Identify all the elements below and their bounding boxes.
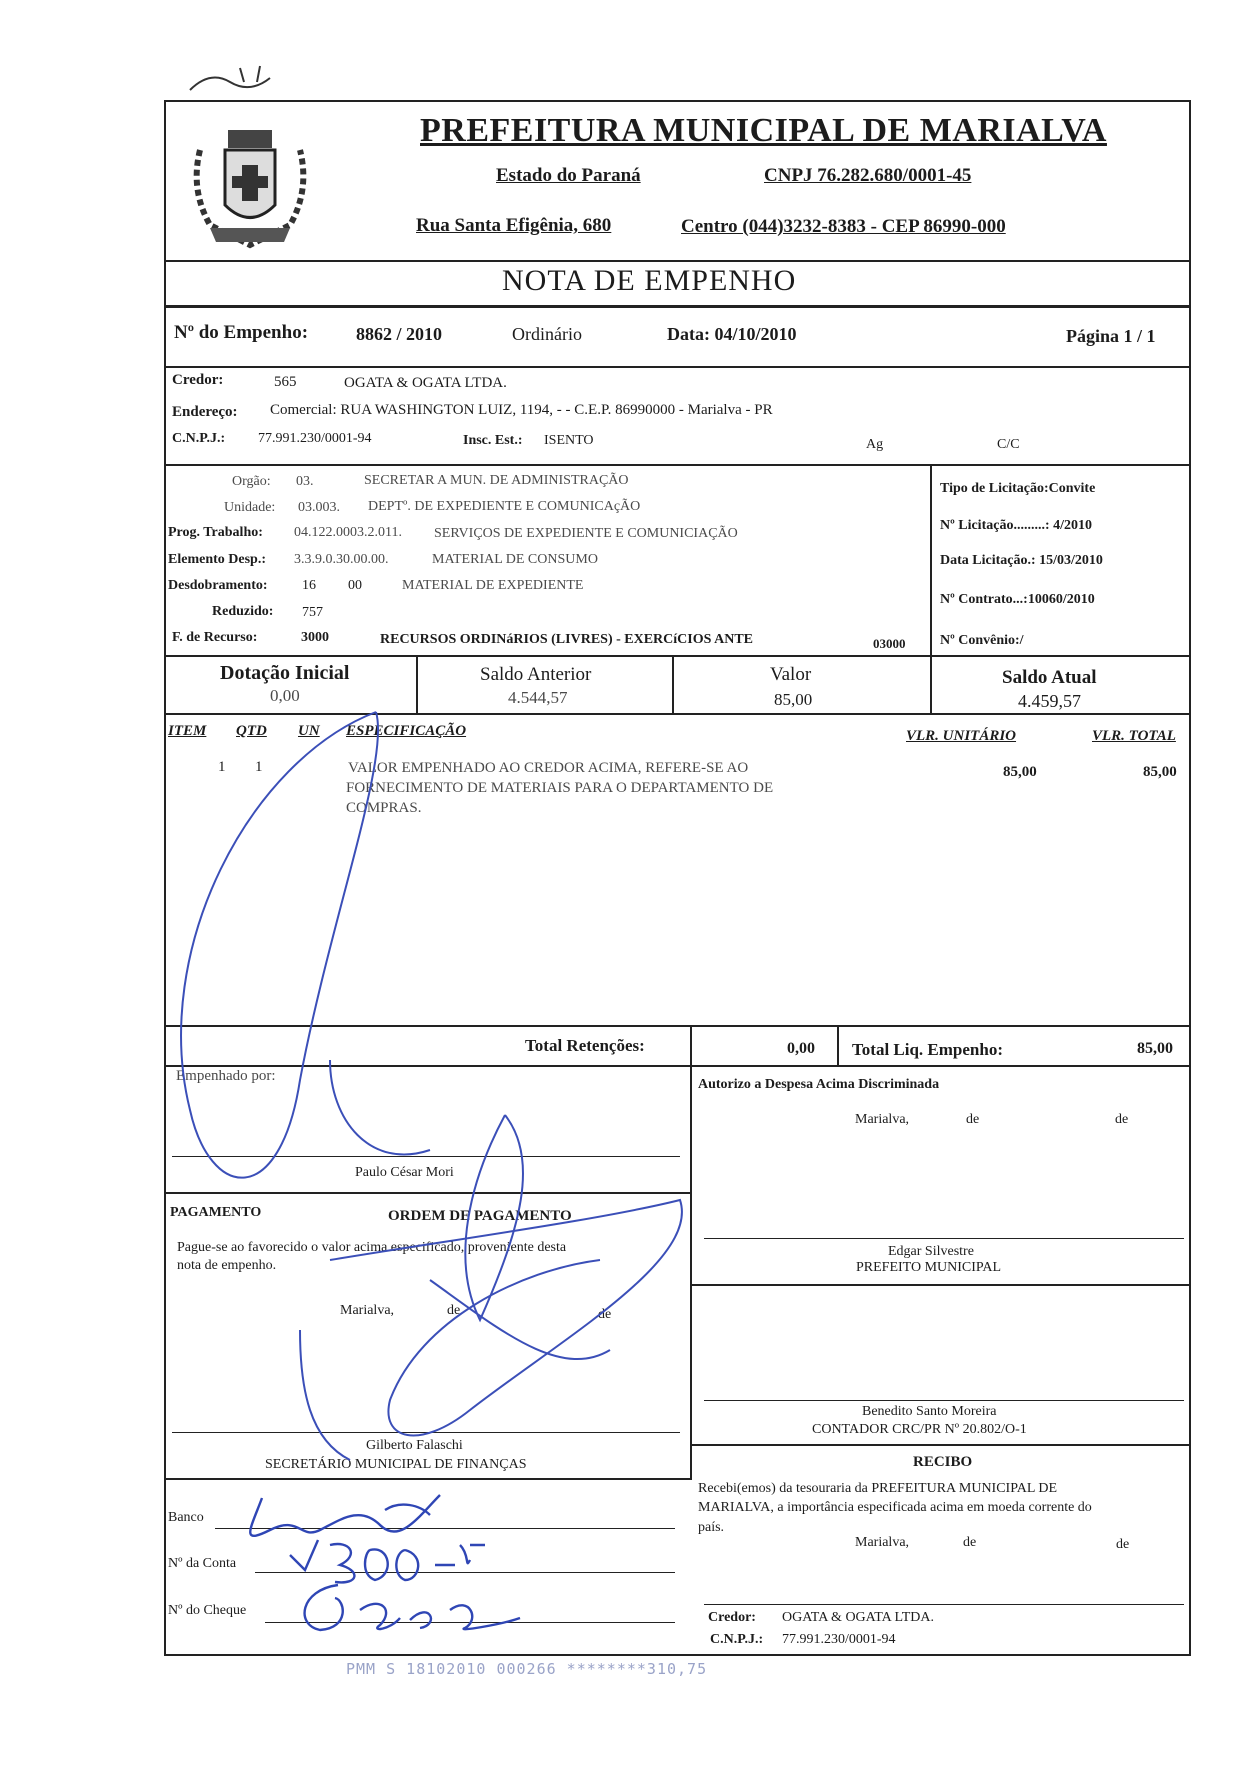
address-label: Endereço: bbox=[172, 404, 238, 420]
row-total: 85,00 bbox=[1143, 764, 1177, 780]
banco-line bbox=[215, 1528, 675, 1529]
col-qtd: QTD bbox=[236, 723, 267, 739]
col-total: VLR. TOTAL bbox=[1092, 728, 1176, 744]
autorizo-label: Autorizo a Despesa Acima Discriminada bbox=[698, 1077, 940, 1092]
desdob-code: 16 bbox=[302, 578, 316, 593]
pague-text-1: Pague-se ao favorecido o valor acima especificado, proveniente desta bbox=[177, 1240, 567, 1255]
row-espec-3: COMPRAS. bbox=[346, 800, 422, 816]
recibo-de-2: de bbox=[1116, 1537, 1130, 1552]
right-de-2: de bbox=[1115, 1112, 1129, 1127]
recibo-cnpj-label: C.N.P.J.: bbox=[710, 1632, 764, 1647]
valor-value: 85,00 bbox=[774, 690, 813, 709]
right-de-1: de bbox=[966, 1112, 980, 1127]
retencoes-value: 0,00 bbox=[787, 1040, 815, 1057]
left-marialva: Marialva, bbox=[340, 1303, 395, 1318]
elemento-value: MATERIAL DE CONSUMO bbox=[432, 552, 598, 567]
liq-label: Total Liq. Empenho: bbox=[852, 1040, 1003, 1059]
recurso-value: RECURSOS ORDINáRIOS (LIVRES) - EXERCíCIOS ANTE bbox=[380, 632, 754, 647]
pague-text-2: nota de empenho. bbox=[177, 1258, 277, 1273]
divider bbox=[690, 1284, 1191, 1286]
contador-name: Benedito Santo Moreira bbox=[862, 1404, 997, 1419]
prog-label: Prog. Trabalho: bbox=[168, 525, 263, 540]
ag-label: Ag bbox=[866, 437, 884, 452]
divider bbox=[164, 366, 1191, 368]
cnpj-label: CNPJ 76.282.680/0001-45 bbox=[764, 165, 972, 186]
reduzido-value: 757 bbox=[302, 605, 323, 620]
atual-label: Saldo Atual bbox=[1002, 667, 1097, 688]
col-item: ITEM bbox=[168, 723, 207, 739]
divider bbox=[164, 464, 1191, 466]
cheque-label: Nº do Cheque bbox=[168, 1603, 247, 1618]
recibo-line-3: país. bbox=[698, 1520, 725, 1535]
contact-label: Centro (044)3232-8383 - CEP 86990-000 bbox=[681, 216, 1006, 237]
liq-value: 85,00 bbox=[1137, 1040, 1173, 1057]
divider bbox=[690, 1444, 1191, 1446]
elemento-code: 3.3.9.0.30.00.00. bbox=[294, 552, 389, 567]
conta-line bbox=[255, 1572, 675, 1573]
anterior-label: Saldo Anterior bbox=[480, 664, 592, 685]
recibo-cnpj: 77.991.230/0001-94 bbox=[782, 1632, 896, 1647]
bank-stamp: PMM S 18102010 000266 ********310,75 bbox=[346, 1660, 708, 1678]
prog-value: SERVIÇOS DE EXPEDIENTE E COMUNICIAÇÃO bbox=[434, 526, 738, 541]
document-title: NOTA DE EMPENHO bbox=[502, 264, 797, 297]
col-unit: VLR. UNITÁRIO bbox=[906, 728, 1017, 744]
conta-label: Nº da Conta bbox=[168, 1556, 237, 1571]
address-value: Comercial: RUA WASHINGTON LUIZ, 1194, - - C.E.P. 86990000 - Marialva - PR bbox=[270, 402, 773, 418]
secretario-role: SECRETÁRIO MUNICIPAL DE FINANÇAS bbox=[265, 1457, 527, 1472]
credor-cnpj-label: C.N.P.J.: bbox=[172, 431, 226, 446]
divider bbox=[672, 655, 674, 715]
credor-name: OGATA & OGATA LTDA. bbox=[344, 375, 507, 391]
divider bbox=[164, 713, 1191, 715]
licitacao-data: Data Licitação.: 15/03/2010 bbox=[940, 553, 1103, 568]
unidade-label: Unidade: bbox=[224, 500, 276, 515]
cc-label: C/C bbox=[997, 437, 1020, 452]
orgao-label: Orgão: bbox=[232, 474, 271, 489]
atual-value: 4.459,57 bbox=[1018, 691, 1081, 711]
divider bbox=[164, 655, 1191, 657]
left-de-1: de bbox=[447, 1303, 461, 1318]
dotacao-value: 0,00 bbox=[270, 686, 300, 705]
empenho-label: Nº do Empenho: bbox=[174, 322, 309, 343]
state-label: Estado do Paraná bbox=[496, 165, 641, 186]
recibo-line-1: Recebi(emos) da tesouraria da PREFEITURA MUNICIPAL DE bbox=[698, 1481, 1058, 1496]
signature-line bbox=[704, 1604, 1184, 1605]
valor-label: Valor bbox=[770, 664, 812, 685]
top-mark bbox=[180, 60, 300, 100]
ordem-label: ORDEM DE PAGAMENTO bbox=[388, 1208, 572, 1224]
page-title: PREFEITURA MUNICIPAL DE MARIALVA bbox=[420, 112, 1107, 149]
divider bbox=[930, 464, 932, 657]
licitacao-convenio: Nº Convênio:/ bbox=[940, 633, 1024, 648]
divider bbox=[164, 260, 1191, 262]
recurso-code2: 03000 bbox=[873, 636, 906, 651]
pagamento-label: PAGAMENTO bbox=[170, 1205, 262, 1220]
empenho-number: 8862 / 2010 bbox=[356, 324, 443, 344]
recibo-de-1: de bbox=[963, 1535, 977, 1550]
divider bbox=[164, 1065, 1191, 1067]
prefeito-role: PREFEITO MUNICIPAL bbox=[856, 1260, 1002, 1275]
reduzido-label: Reduzido: bbox=[212, 604, 274, 619]
desdob-value: MATERIAL DE EXPEDIENTE bbox=[402, 578, 584, 593]
licitacao-tipo: Tipo de Licitação:Convite bbox=[940, 481, 1096, 496]
divider bbox=[164, 1025, 1191, 1027]
recibo-line-2: MARIALVA, a importância especificada acima em moeda corrente do bbox=[698, 1500, 1092, 1515]
insc-value: ISENTO bbox=[544, 433, 594, 448]
orgao-value: SECRETAR A MUN. DE ADMINISTRAÇÃO bbox=[364, 473, 629, 488]
signature-line bbox=[704, 1400, 1184, 1401]
licitacao-numero: Nº Licitação.........: 4/2010 bbox=[940, 518, 1092, 533]
divider bbox=[416, 655, 418, 715]
credor-cnpj: 77.991.230/0001-94 bbox=[258, 431, 372, 446]
elemento-label: Elemento Desp.: bbox=[168, 552, 266, 567]
orgao-code: 03. bbox=[296, 474, 314, 489]
prog-code: 04.122.0003.2.011. bbox=[294, 525, 402, 540]
unidade-value: DEPTº. DE EXPEDIENTE E COMUNICAçÃO bbox=[368, 499, 641, 514]
page-number: Página 1 / 1 bbox=[1066, 326, 1156, 346]
empenhado-label: Empenhado por: bbox=[176, 1068, 276, 1084]
dotacao-label: Dotação Inicial bbox=[220, 662, 350, 684]
divider bbox=[690, 1025, 692, 1480]
empenhado-name: Paulo César Mori bbox=[355, 1165, 454, 1180]
licitacao-contrato: Nº Contrato...:10060/2010 bbox=[940, 592, 1095, 607]
contador-role: CONTADOR CRC/PR Nº 20.802/O-1 bbox=[812, 1422, 1027, 1437]
desdob-label: Desdobramento: bbox=[168, 578, 268, 593]
recurso-code: 3000 bbox=[301, 630, 329, 645]
insc-label: Insc. Est.: bbox=[463, 433, 523, 448]
divider bbox=[164, 1192, 690, 1194]
row-espec-2: FORNECIMENTO DE MATERIAIS PARA O DEPARTAMENTO DE bbox=[346, 780, 774, 796]
credor-code: 565 bbox=[274, 374, 297, 390]
divider bbox=[164, 1478, 690, 1480]
secretario-name: Gilberto Falaschi bbox=[366, 1438, 463, 1453]
recibo-marialva: Marialva, bbox=[855, 1535, 910, 1550]
signature-line bbox=[172, 1156, 680, 1157]
signature-line bbox=[172, 1432, 680, 1433]
banco-label: Banco bbox=[168, 1510, 204, 1525]
recibo-credor-label: Credor: bbox=[708, 1610, 756, 1625]
row-espec-1: VALOR EMPENHADO AO CREDOR ACIMA, REFERE-SE AO bbox=[348, 760, 749, 776]
right-marialva: Marialva, bbox=[855, 1112, 910, 1127]
col-un: UN bbox=[298, 723, 320, 739]
recibo-title: RECIBO bbox=[913, 1454, 973, 1470]
row-qtd: 1 bbox=[255, 759, 263, 775]
recibo-credor-name: OGATA & OGATA LTDA. bbox=[782, 1610, 935, 1625]
desdob-sub: 00 bbox=[348, 578, 362, 593]
empenho-type: Ordinário bbox=[512, 324, 582, 344]
prefeito-name: Edgar Silvestre bbox=[888, 1244, 974, 1259]
credor-label: Credor: bbox=[172, 372, 224, 388]
row-item: 1 bbox=[218, 759, 226, 775]
empenho-date: Data: 04/10/2010 bbox=[667, 324, 797, 344]
street-label: Rua Santa Efigênia, 680 bbox=[416, 215, 612, 236]
recurso-label: F. de Recurso: bbox=[172, 630, 258, 645]
unidade-code: 03.003. bbox=[298, 500, 340, 515]
col-espec: ESPECIFICAÇÃO bbox=[346, 723, 467, 739]
anterior-value: 4.544,57 bbox=[508, 688, 568, 707]
divider bbox=[930, 655, 932, 715]
divider bbox=[164, 305, 1191, 308]
coat-of-arms-icon bbox=[180, 110, 320, 255]
left-de-2: de bbox=[598, 1307, 612, 1322]
signature-line bbox=[704, 1238, 1184, 1239]
retencoes-label: Total Retenções: bbox=[525, 1036, 645, 1055]
divider bbox=[837, 1025, 839, 1067]
row-unit: 85,00 bbox=[1003, 764, 1037, 780]
cheque-line bbox=[265, 1622, 675, 1623]
